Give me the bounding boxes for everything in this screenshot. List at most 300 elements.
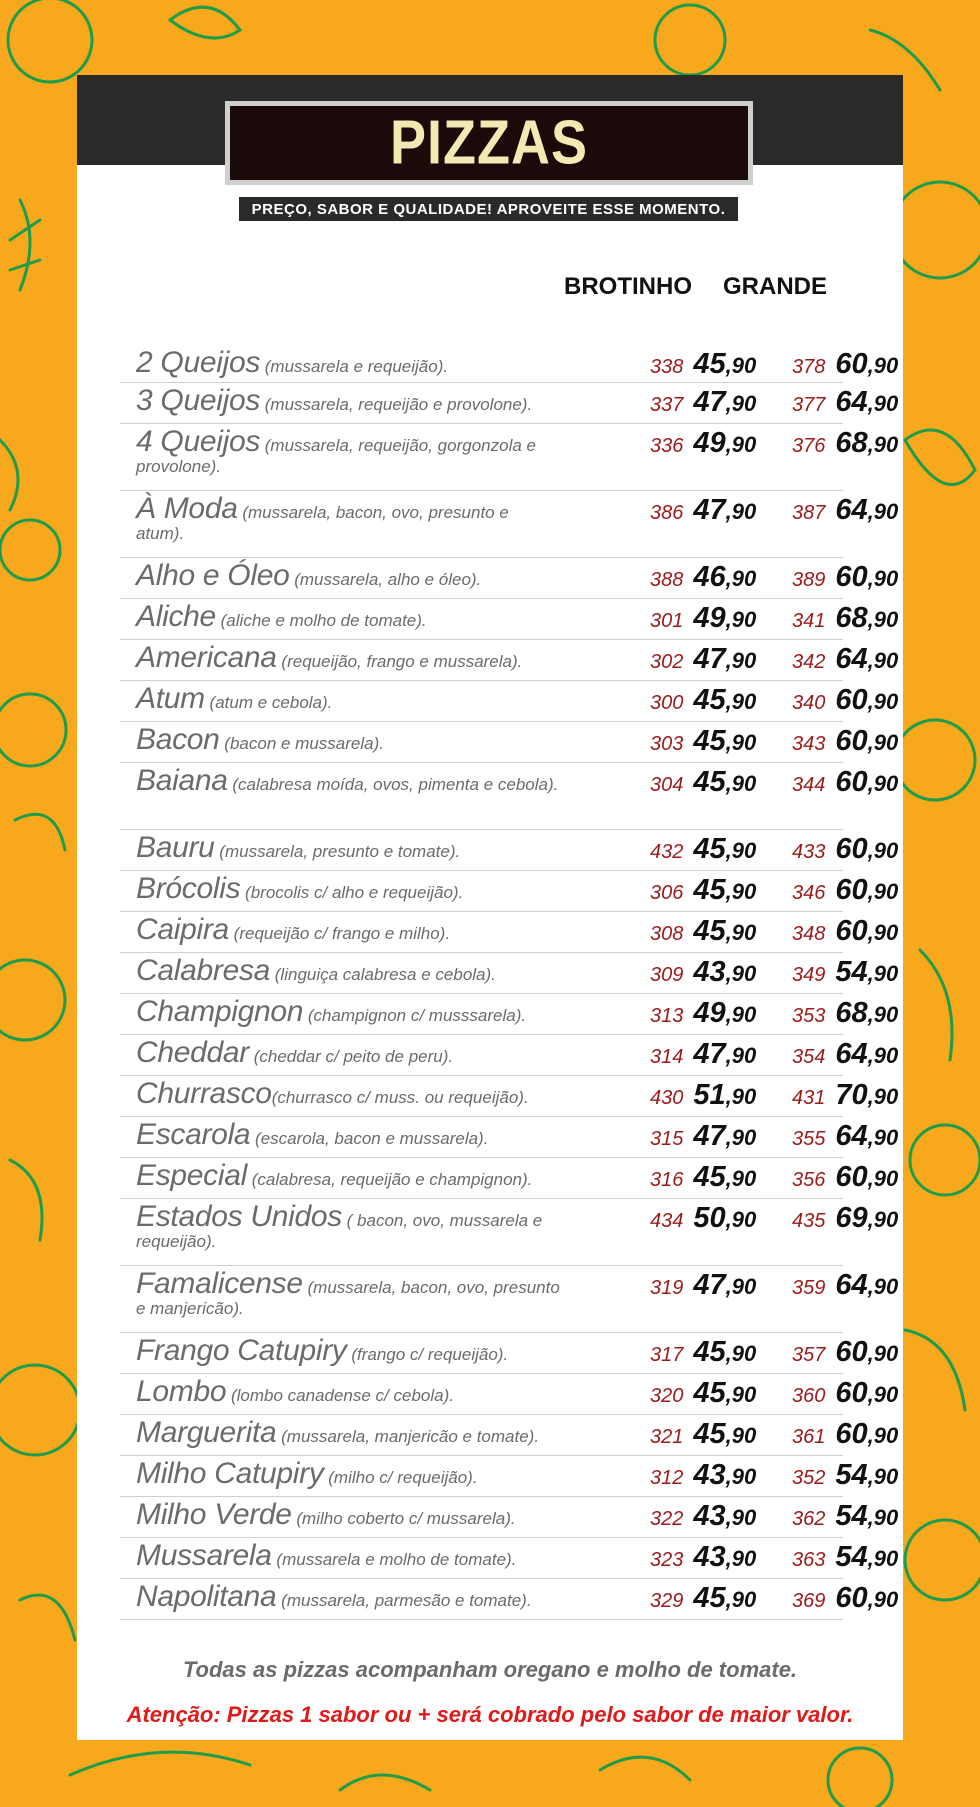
product-code: 313	[650, 1005, 684, 1027]
product-code: 322	[650, 1508, 684, 1530]
pizza-description-cell	[136, 1117, 561, 1150]
pizza-name: Aliche	[136, 600, 216, 633]
price-integer: 60	[835, 561, 868, 593]
pizza-name: Estados Unidos	[136, 1200, 342, 1233]
product-code: 301	[650, 610, 684, 632]
price-decimal: ,90	[725, 566, 757, 591]
product-code: 434	[650, 1210, 684, 1232]
pizza-description-cell	[136, 763, 561, 796]
price-grande	[792, 1120, 898, 1153]
product-code: 346	[792, 882, 826, 904]
product-code: 309	[650, 964, 684, 986]
pizza-row	[120, 1579, 899, 1620]
price-decimal: ,90	[725, 1274, 757, 1299]
pizza-name: Marguerita	[136, 1416, 277, 1449]
pizza-name: Bacon	[136, 723, 220, 756]
pizza-ingredients: (milho c/ requeijão).	[323, 1468, 478, 1487]
price-brotinho	[650, 643, 756, 676]
pizza-row	[120, 640, 899, 681]
price-decimal: ,90	[867, 838, 899, 863]
price-integer: 49	[693, 427, 726, 459]
price-integer: 47	[693, 1269, 726, 1301]
price-integer: 45	[693, 833, 726, 865]
pizza-name: Milho Verde	[136, 1498, 292, 1531]
price-integer: 51	[693, 1079, 726, 1111]
price-grande	[792, 1202, 898, 1235]
price-integer: 64	[835, 494, 868, 526]
price-integer: 49	[693, 997, 726, 1029]
pizza-ingredients: (churrasco c/ muss. ou requeijão).	[271, 1088, 529, 1107]
price-integer: 43	[693, 1459, 726, 1491]
price-decimal: ,90	[867, 961, 899, 986]
price-integer: 46	[693, 561, 726, 593]
price-decimal: ,90	[725, 1546, 757, 1571]
pizza-ingredients: (requeijão, frango e mussarela).	[276, 652, 523, 671]
pizza-row	[120, 1158, 899, 1199]
product-code: 323	[650, 1549, 684, 1571]
pizza-description-cell	[136, 383, 561, 416]
pizza-description-cell	[136, 1538, 561, 1571]
price-decimal: ,90	[725, 1505, 757, 1530]
price-decimal: ,90	[725, 1207, 757, 1232]
pizza-description-cell	[136, 558, 561, 591]
price-brotinho	[650, 494, 756, 527]
pizza-row	[120, 1266, 899, 1333]
price-integer: 45	[693, 1377, 726, 1409]
pizza-row	[120, 1199, 899, 1266]
pizza-name: Famalicense	[136, 1267, 303, 1300]
price-grande	[792, 1418, 898, 1451]
pizza-name: Calabresa	[136, 954, 271, 987]
price-brotinho	[650, 684, 756, 717]
price-integer: 69	[835, 1202, 868, 1234]
tagline: PREÇO, SABOR E QUALIDADE! APROVEITE ESSE MOMENTO.	[239, 197, 738, 221]
product-code: 306	[650, 882, 684, 904]
product-code: 388	[650, 569, 684, 591]
price-decimal: ,90	[725, 1166, 757, 1191]
pizza-ingredients: (mussarela e molho de tomate).	[271, 1550, 517, 1569]
price-decimal: ,90	[725, 1341, 757, 1366]
price-integer: 68	[835, 997, 868, 1029]
price-decimal: ,90	[725, 689, 757, 714]
price-brotinho	[650, 1038, 756, 1071]
price-decimal: ,90	[725, 1002, 757, 1027]
pizza-row	[120, 424, 899, 491]
price-decimal: ,90	[725, 961, 757, 986]
footer-alert: Atenção: Pizzas 1 sabor ou + será cobrado pelo sabor de maior valor.	[126, 1702, 854, 1727]
price-grande	[792, 1161, 898, 1194]
price-integer: 43	[693, 1541, 726, 1573]
product-code: 303	[650, 733, 684, 755]
price-integer: 50	[693, 1202, 726, 1234]
price-decimal: ,90	[725, 391, 757, 416]
price-grande	[792, 602, 898, 635]
pizza-name: Napolitana	[136, 1580, 277, 1613]
pizza-row	[120, 345, 899, 383]
price-integer: 45	[693, 1336, 726, 1368]
pizza-description-cell	[136, 722, 561, 755]
price-decimal: ,90	[867, 879, 899, 904]
price-brotinho	[650, 1269, 756, 1302]
price-grande	[792, 348, 898, 381]
price-decimal: ,90	[725, 353, 757, 378]
pizza-ingredients: (champignon c/ musssarela).	[303, 1006, 527, 1025]
price-integer: 64	[835, 1038, 868, 1070]
product-code: 317	[650, 1344, 684, 1366]
product-code: 362	[792, 1508, 826, 1530]
price-integer: 64	[835, 386, 868, 418]
pizza-row	[120, 1076, 899, 1117]
column-header-brotinho: BROTINHO	[564, 273, 692, 300]
pizza-description-cell	[136, 1374, 561, 1407]
price-grande	[792, 1582, 898, 1615]
pizza-row	[120, 558, 899, 599]
price-decimal: ,90	[867, 1002, 899, 1027]
pizza-description-cell	[136, 953, 561, 986]
price-grande	[792, 766, 898, 799]
price-decimal: ,90	[725, 1423, 757, 1448]
price-integer: 45	[693, 915, 726, 947]
price-decimal: ,90	[867, 1274, 899, 1299]
price-grande	[792, 915, 898, 948]
price-decimal: ,90	[867, 353, 899, 378]
product-code: 378	[792, 356, 826, 378]
product-code: 341	[792, 610, 826, 632]
pizza-name: Bauru	[136, 831, 215, 864]
product-code: 435	[792, 1210, 826, 1232]
price-decimal: ,90	[867, 499, 899, 524]
price-integer: 60	[835, 725, 868, 757]
price-grande	[792, 1038, 898, 1071]
price-integer: 45	[693, 1582, 726, 1614]
price-brotinho	[650, 1202, 756, 1235]
price-grande	[792, 561, 898, 594]
price-decimal: ,90	[867, 1382, 899, 1407]
price-grande	[792, 1269, 898, 1302]
price-brotinho	[650, 725, 756, 758]
price-decimal: ,90	[867, 566, 899, 591]
price-grande	[792, 684, 898, 717]
price-decimal: ,90	[867, 1341, 899, 1366]
product-code: 430	[650, 1087, 684, 1109]
price-brotinho	[650, 833, 756, 866]
product-code: 329	[650, 1590, 684, 1612]
price-grande	[792, 1336, 898, 1369]
pizza-row	[120, 383, 899, 424]
product-code: 343	[792, 733, 826, 755]
pizza-ingredients: (mussarela e requeijão).	[260, 357, 449, 376]
price-integer: 45	[693, 766, 726, 798]
price-integer: 49	[693, 602, 726, 634]
product-code: 314	[650, 1046, 684, 1068]
pizza-description-cell	[136, 994, 561, 1027]
price-integer: 45	[693, 725, 726, 757]
pizza-description-cell	[136, 912, 561, 945]
pizza-ingredients: (milho coberto c/ mussarela).	[291, 1509, 516, 1528]
pizza-name: Especial	[136, 1159, 247, 1192]
price-decimal: ,90	[867, 1043, 899, 1068]
product-code: 377	[792, 394, 826, 416]
price-integer: 43	[693, 956, 726, 988]
price-decimal: ,90	[725, 648, 757, 673]
column-header-grande: GRANDE	[723, 273, 828, 300]
product-code: 352	[792, 1467, 826, 1489]
pizza-row	[120, 1456, 899, 1497]
price-brotinho	[650, 1079, 756, 1112]
price-integer: 45	[693, 1161, 726, 1193]
pizza-name: Alho e Óleo	[136, 559, 290, 592]
pizza-ingredients: (calabresa, requeijão e champignon).	[247, 1170, 533, 1189]
pizza-row	[120, 1497, 899, 1538]
pizza-ingredients: (mussarela, manjericão e tomate).	[276, 1427, 540, 1446]
product-code: 342	[792, 651, 826, 673]
pizza-ingredients: (bacon e mussarela).	[219, 734, 384, 753]
pizza-ingredients: (aliche e molho de tomate).	[215, 611, 427, 630]
product-code: 316	[650, 1169, 684, 1191]
pizza-row	[120, 1374, 899, 1415]
footer-note: Todas as pizzas acompanham oregano e molho de tomate.	[182, 1657, 798, 1682]
product-code: 389	[792, 569, 826, 591]
pizza-name: 4 Queijos	[136, 425, 261, 458]
price-integer: 54	[835, 1500, 868, 1532]
pizza-name: Cheddar	[136, 1036, 249, 1069]
pizza-name: Americana	[136, 641, 277, 674]
price-integer: 68	[835, 427, 868, 459]
price-decimal: ,90	[867, 1125, 899, 1150]
pizza-ingredients: (mussarela, requeijão, gorgonzola e provolone).	[136, 436, 536, 476]
pizza-description-cell	[136, 830, 561, 863]
product-code: 320	[650, 1385, 684, 1407]
price-integer: 60	[835, 833, 868, 865]
price-integer: 47	[693, 386, 726, 418]
price-decimal: ,90	[867, 391, 899, 416]
title-box	[225, 101, 753, 185]
pizza-row	[120, 491, 899, 558]
page-title: PIZZAS	[389, 108, 588, 178]
pizza-description-cell	[136, 1415, 561, 1448]
product-code: 359	[792, 1277, 826, 1299]
pizza-description-cell	[136, 871, 561, 904]
product-code: 302	[650, 651, 684, 673]
price-brotinho	[650, 561, 756, 594]
pizza-name: Escarola	[136, 1118, 251, 1151]
product-code: 300	[650, 692, 684, 714]
price-brotinho	[650, 1377, 756, 1410]
pizza-ingredients: (brocolis c/ alho e requeijão).	[240, 883, 464, 902]
pizza-ingredients: (mussarela, parmesão e tomate).	[276, 1591, 532, 1610]
price-brotinho	[650, 348, 756, 381]
price-decimal: ,90	[867, 1423, 899, 1448]
pizza-description-cell	[136, 424, 561, 478]
pizza-description-cell	[136, 1199, 561, 1253]
product-code: 312	[650, 1467, 684, 1489]
price-integer: 64	[835, 1269, 868, 1301]
price-brotinho	[650, 602, 756, 635]
price-decimal: ,90	[867, 771, 899, 796]
price-grande	[792, 997, 898, 1030]
price-decimal: ,90	[725, 1043, 757, 1068]
price-grande	[792, 1541, 898, 1574]
pizza-ingredients: (calabresa moída, ovos, pimenta e cebola).	[227, 775, 559, 794]
pizza-row	[120, 994, 899, 1035]
pizza-name: Caipira	[136, 913, 229, 946]
price-decimal: ,90	[725, 1587, 757, 1612]
price-integer: 45	[693, 348, 726, 380]
price-integer: 45	[693, 684, 726, 716]
pizza-name: À Moda	[136, 492, 238, 525]
price-grande	[792, 1079, 898, 1112]
price-decimal: ,90	[867, 689, 899, 714]
pizza-name: Frango Catupiry	[136, 1334, 347, 1367]
product-code: 369	[792, 1590, 826, 1612]
price-integer: 54	[835, 1459, 868, 1491]
price-brotinho	[650, 1161, 756, 1194]
price-integer: 60	[835, 915, 868, 947]
price-decimal: ,90	[867, 432, 899, 457]
price-integer: 60	[835, 874, 868, 906]
pizza-description-cell	[136, 491, 561, 545]
pizza-list	[120, 345, 899, 1620]
pizza-description-cell	[136, 345, 561, 378]
price-grande	[792, 1500, 898, 1533]
price-decimal: ,90	[725, 838, 757, 863]
price-grande	[792, 725, 898, 758]
product-code: 356	[792, 1169, 826, 1191]
pizza-ingredients: (mussarela, presunto e tomate).	[214, 842, 461, 861]
product-code: 308	[650, 923, 684, 945]
price-integer: 47	[693, 643, 726, 675]
product-code: 431	[792, 1087, 826, 1109]
pizza-row	[120, 1117, 899, 1158]
price-integer: 45	[693, 874, 726, 906]
pizza-ingredients: (mussarela, bacon, ovo, presunto e atum).	[136, 503, 509, 543]
price-grande	[792, 427, 898, 460]
pizza-ingredients: (mussarela, bacon, ovo, presunto e manjericão).	[136, 1278, 560, 1318]
price-decimal: ,90	[867, 920, 899, 945]
price-decimal: ,90	[867, 1587, 899, 1612]
price-integer: 47	[693, 1038, 726, 1070]
price-grande	[792, 386, 898, 419]
pizza-name: 2 Queijos	[136, 346, 261, 379]
price-integer: 60	[835, 1418, 868, 1450]
price-brotinho	[650, 386, 756, 419]
price-decimal: ,90	[867, 1207, 899, 1232]
price-integer: 64	[835, 1120, 868, 1152]
price-decimal: ,90	[725, 771, 757, 796]
price-brotinho	[650, 1541, 756, 1574]
product-code: 344	[792, 774, 826, 796]
pizza-row	[120, 722, 899, 763]
pizza-name: 3 Queijos	[136, 384, 261, 417]
pizza-name: Brócolis	[136, 872, 241, 905]
price-grande	[792, 643, 898, 676]
price-grande	[792, 1459, 898, 1492]
price-brotinho	[650, 766, 756, 799]
pizza-ingredients: (cheddar c/ peito de peru).	[248, 1047, 454, 1066]
price-integer: 54	[835, 1541, 868, 1573]
pizza-ingredients: (requeijão c/ frango e milho).	[228, 924, 451, 943]
product-code: 376	[792, 435, 826, 457]
price-brotinho	[650, 915, 756, 948]
menu-card	[77, 75, 903, 1740]
pizza-row	[120, 763, 899, 830]
price-brotinho	[650, 1336, 756, 1369]
price-brotinho	[650, 1120, 756, 1153]
price-brotinho	[650, 1500, 756, 1533]
pizza-row	[120, 912, 899, 953]
price-decimal: ,90	[867, 730, 899, 755]
pizza-ingredients: (lombo canadense c/ cebola).	[226, 1386, 454, 1405]
product-code: 360	[792, 1385, 826, 1407]
price-grande	[792, 1377, 898, 1410]
pizza-description-cell	[136, 640, 561, 673]
price-brotinho	[650, 1459, 756, 1492]
price-decimal: ,90	[867, 1464, 899, 1489]
product-code: 315	[650, 1128, 684, 1150]
pizza-ingredients: (mussarela, alho e óleo).	[289, 570, 482, 589]
price-grande	[792, 833, 898, 866]
price-decimal: ,90	[725, 1125, 757, 1150]
pizza-ingredients: (atum e cebola).	[204, 693, 333, 712]
pizza-row	[120, 1035, 899, 1076]
pizza-ingredients: (linguiça calabresa e cebola).	[270, 965, 496, 984]
price-decimal: ,90	[725, 607, 757, 632]
price-brotinho	[650, 427, 756, 460]
price-integer: 47	[693, 1120, 726, 1152]
price-decimal: ,90	[867, 648, 899, 673]
pizza-description-cell	[136, 1076, 561, 1109]
price-decimal: ,90	[725, 499, 757, 524]
pizza-description-cell	[136, 1579, 561, 1612]
product-code: 321	[650, 1426, 684, 1448]
pizza-name: Champignon	[136, 995, 304, 1028]
price-brotinho	[650, 874, 756, 907]
pizza-description-cell	[136, 1333, 561, 1366]
price-brotinho	[650, 956, 756, 989]
price-decimal: ,90	[725, 730, 757, 755]
price-decimal: ,90	[725, 879, 757, 904]
product-code: 432	[650, 841, 684, 863]
product-code: 338	[650, 356, 684, 378]
product-code: 319	[650, 1277, 684, 1299]
price-integer: 54	[835, 956, 868, 988]
price-grande	[792, 494, 898, 527]
price-integer: 70	[835, 1079, 868, 1111]
price-integer: 64	[835, 643, 868, 675]
product-code: 353	[792, 1005, 826, 1027]
pizza-name: Atum	[136, 682, 205, 715]
pizza-row	[120, 871, 899, 912]
price-integer: 60	[835, 1161, 868, 1193]
product-code: 348	[792, 923, 826, 945]
pizza-description-cell	[136, 1158, 561, 1191]
price-decimal: ,90	[867, 1166, 899, 1191]
price-decimal: ,90	[725, 1084, 757, 1109]
price-decimal: ,90	[725, 1382, 757, 1407]
pizza-description-cell	[136, 681, 561, 714]
price-decimal: ,90	[867, 1505, 899, 1530]
product-code: 355	[792, 1128, 826, 1150]
pizza-row	[120, 599, 899, 640]
product-code: 357	[792, 1344, 826, 1366]
pizza-ingredients: ( bacon, ovo, mussarela e requeijão).	[136, 1211, 543, 1251]
pizza-description-cell	[136, 1456, 561, 1489]
price-decimal: ,90	[725, 432, 757, 457]
pizza-ingredients: (frango c/ requeijão).	[346, 1345, 509, 1364]
price-integer: 60	[835, 1377, 868, 1409]
price-brotinho	[650, 1582, 756, 1615]
pizza-name: Churrasco	[136, 1077, 272, 1110]
